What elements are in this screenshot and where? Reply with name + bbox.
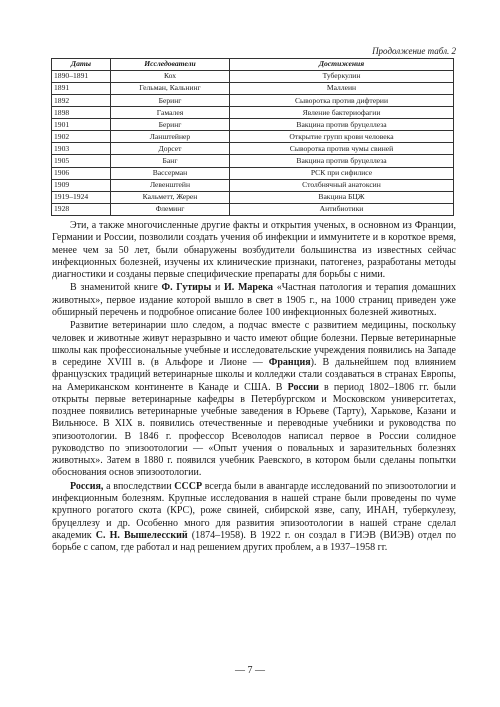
cell-achievement: Столбнячный анатоксин [230, 179, 454, 191]
cell-date: 1901 [52, 119, 111, 131]
cell-researcher: Гамалея [111, 107, 230, 119]
cell-date: 1890–1891 [52, 70, 111, 82]
paragraph-2-text: В знаменитой книге [70, 282, 162, 294]
cell-date: 1928 [52, 203, 111, 215]
country-russia: России [287, 381, 319, 393]
cell-achievement: Туберкулин [230, 70, 454, 82]
paragraph-4-text: всегда были в авангарде исследований по эпизоотологии и инфекционным болезням. Крупные исследования в нашей стране были проведены по чуме крупного рогатого скота (КРС), роже свиней, сибирской язве, сапу, ИНАН, туберкулезу, бруцеллезу и др. Особенно много для развития эпизоотологии в нашей стране сделал академик [52, 480, 456, 541]
term-ussr: СССР [174, 480, 203, 492]
academician-name: С. Н. Вышелесский [95, 529, 188, 541]
cell-achievement: Антибиотики [230, 203, 454, 215]
cell-achievement: Явление бактериофагии [230, 107, 454, 119]
table-row [52, 119, 454, 131]
paragraph-3 [52, 320, 456, 479]
table-row [52, 155, 454, 167]
cell-date: 1906 [52, 167, 111, 179]
discoveries-table [51, 58, 454, 216]
cell-achievement: Сыворотка против чумы свиней [230, 143, 454, 155]
cell-researcher: Беринг [111, 94, 230, 106]
column-header-dates: Даты [52, 59, 111, 71]
paragraph-2-text: «Частная патология и терапия домашних животных», первое издание которой вышло в свет в 1905 г., на 1000 страниц приведен уже обширный перечень и подробное описание более 100 инфекционных болезней животных. [52, 282, 456, 318]
paragraph-3-text: ). В дальнейшем под влиянием французских традиций ветеринарные школы и колледжи стали создаваться в странах Европы, на Американском континенте в Канаде и США. В [52, 357, 456, 393]
paragraph-4 [52, 481, 456, 555]
table-row [52, 131, 454, 143]
cell-researcher: Гельман, Кальнинг [111, 82, 230, 94]
table-row [52, 203, 454, 215]
author-name-marek: И. Марека [224, 282, 274, 294]
paragraph-1-text: Эти, а также многочисленные другие факты и открытия ученых, в основном из Франции, Германии и России, позволили создать учения об инфекции и иммунитете и в короткое время, менее чем за 50 лет, были обнаружены возбудители большинства из известных сейчас инфекционных болезней, изучены их клинические признаки, патогенез, разработаны методы диагностики и созданы первые специфические препараты для борьбы с ними. [52, 220, 456, 280]
table-continuation-caption: Продолжение табл. 2 [372, 46, 456, 56]
term-russia: Россия, [70, 480, 104, 492]
table-row [52, 70, 454, 82]
cell-date: 1892 [52, 94, 111, 106]
cell-date: 1909 [52, 179, 111, 191]
paragraph-1 [52, 220, 456, 281]
cell-achievement: Открытие групп крови человека [230, 131, 454, 143]
table-row [52, 94, 454, 106]
page-number: — 7 — [235, 665, 265, 676]
cell-date: 1905 [52, 155, 111, 167]
table-row [52, 143, 454, 155]
cell-researcher: Банг [111, 155, 230, 167]
table-row [52, 167, 454, 179]
cell-researcher: Беринг [111, 119, 230, 131]
cell-researcher: Левенштейн [111, 179, 230, 191]
cell-researcher: Кох [111, 70, 230, 82]
cell-achievement: Сыворотка против дифтерии [230, 94, 454, 106]
cell-date: 1902 [52, 131, 111, 143]
cell-date: 1919–1924 [52, 191, 111, 203]
cell-researcher: Ланштейнер [111, 131, 230, 143]
paragraph-4-text: (1874–1958). В 1922 г. он создал в ГИЭВ (ВИЭВ) отдел по борьбе с сапом, где работал и над решением других проблем, а в 1937–1958 гг. [52, 529, 456, 554]
cell-achievement: РСК при сифилисе [230, 167, 454, 179]
table-row [52, 107, 454, 119]
paragraph-2 [52, 282, 456, 319]
cell-researcher: Вассерман [111, 167, 230, 179]
cell-researcher: Дорсет [111, 143, 230, 155]
table-row [52, 82, 454, 94]
cell-date: 1898 [52, 107, 111, 119]
country-france: Франция [268, 357, 311, 369]
cell-date: 1903 [52, 143, 111, 155]
cell-achievement: Вакцина против бруцеллеза [230, 119, 454, 131]
body-text [52, 220, 456, 554]
paragraph-4-text: а впоследствии [103, 480, 175, 492]
cell-achievement: Вакцина БЦЖ [230, 191, 454, 203]
paragraph-2-text: и [211, 282, 224, 294]
cell-researcher: Кальметт, Жерен [111, 191, 230, 203]
table-row [52, 179, 454, 191]
column-header-researchers: Исследователи [111, 59, 230, 71]
cell-researcher: Флеминг [111, 203, 230, 215]
table-row [52, 191, 454, 203]
cell-achievement: Вакцина против бруцеллеза [230, 155, 454, 167]
author-name-gutira: Ф. Гутиры [161, 282, 212, 294]
paragraph-3-text: в период 1802–1806 гг. были открыты первые ветеринарные кафедры в Петербургском и Московском университетах, позднее появились ветеринарные учебные заведения в Юрьеве (Тарту), Харькове, Казани и Вильнюсе. В XIX в. появились отечественные и переводные учебники и руководства по эпизоотологии. В 1846 г. профессор Всеволодов написал первое в России солидное руководство по эпизоотологии — «Опыт учения о повальных и заразительных болезнях животных». Затем в 1880 г. появился учебник Раевского, в котором были сделаны попытки обоснования основ эпизоотологии. [52, 381, 456, 479]
cell-achievement: Маллеин [230, 82, 454, 94]
cell-date: 1891 [52, 82, 111, 94]
paragraph-3-text: Развитие ветеринарии шло следом, а подчас вместе с развитием медицины, поскольку человек и животные живут неразрывно и часто имеют общие болезни. Первые ветеринарные школы как профессиональные учебные и исследовательские учреждения появились на Западе в середине XVIII в. (в Альфоре и Лионе — [52, 320, 456, 369]
column-header-achievements: Достижения [230, 59, 454, 71]
table-header-row [52, 59, 454, 71]
